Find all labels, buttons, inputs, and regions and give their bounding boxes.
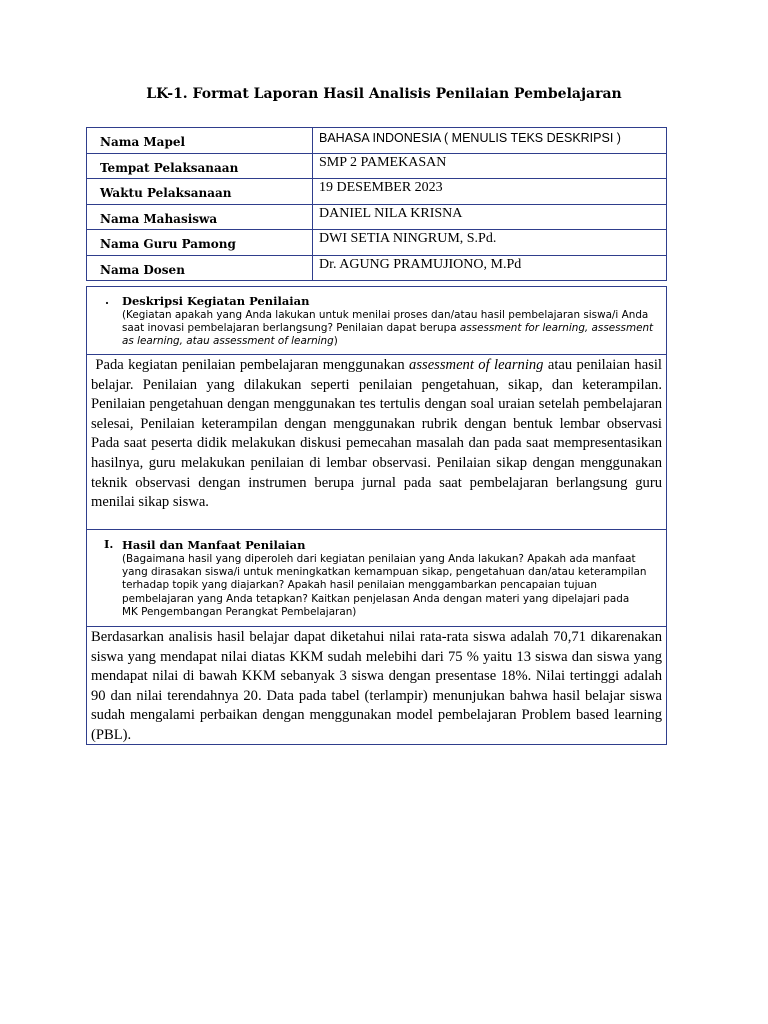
section-divider <box>87 626 666 627</box>
info-label: Nama Mapel <box>87 128 313 154</box>
info-label: Nama Mahasiswa <box>87 204 313 230</box>
info-row <box>87 230 667 256</box>
info-label: Nama Guru Pamong <box>87 230 313 256</box>
info-value: DANIEL NILA KRISNA <box>313 204 667 230</box>
info-row <box>87 204 667 230</box>
section-body: Berdasarkan analisis hasil belajar dapat diketahui nilai rata-rata siswa adalah 70,71 dikarenakan siswa yang mendapat nilai diatas KKM sudah melebihi dari 75 % yaitu 13 siswa dan siswa yang mendapat nilai di bawah KKM sebanyak 3 siswa dengan presentase 18%. Nilai tertinggi adalah 90 dan nilai terendahnya 20. Data pada tabel (terlampir) menunjukan bahwa hasil belajar siswa sudah mengalami perbaikan dengan menggunakan model pembelajaran Problem based learning (PBL). <box>91 629 662 743</box>
section-marker: . <box>105 293 110 307</box>
body-text: Pada kegiatan penilaian pembelajaran menggunakan <box>95 357 410 373</box>
info-value: DWI SETIA NINGRUM, S.Pd. <box>313 230 667 256</box>
section-prompt: (Bagaimana hasil yang diperoleh dari kegiatan penilaian yang Anda lakukan? Apakah ada manfaat yang dirasakan siswa/i untuk meningkatkan kemampuan sikap, pengetahuan dan/atau keterampilan terhadap topik yang diajarkan? Apakah hasil penilaian menggambarkan pencapaian tujuan pembelajaran yang Anda tetapkan? Kaitkan penjelasan Anda dengan materi yang dipelajari pada MK Pengembangan Perangkat Pembelajaran) <box>122 553 647 618</box>
prompt-end: ) <box>333 335 338 348</box>
prompt-italic-text: assessment for learning, assessment as learning, atau assessment of learning <box>122 322 654 348</box>
info-row <box>87 153 667 179</box>
info-value: 19 DESEMBER 2023 <box>313 179 667 205</box>
section-body <box>91 356 662 513</box>
section-prompt <box>122 309 662 349</box>
info-value: BAHASA INDONESIA ( MENULIS TEKS DESKRIPSI ) <box>313 128 667 154</box>
prompt-text: (Kegiatan apakah yang Anda lakukan untuk menilai proses dan/atau hasil pembelajaran siswa/i Anda saat inovasi pembelajaran berlangsung? Penilaian dapat berupa <box>122 309 649 335</box>
info-label: Waktu Pelaksanaan <box>87 179 313 205</box>
info-label: Nama Dosen <box>87 255 313 281</box>
section-divider <box>87 354 666 355</box>
section-results <box>86 529 667 745</box>
section-marker: I. <box>104 537 114 551</box>
info-value: SMP 2 PAMEKASAN <box>313 153 667 179</box>
info-row <box>87 255 667 281</box>
section-title: Hasil dan Manfaat Penilaian <box>122 538 306 552</box>
info-table <box>86 127 667 281</box>
body-italic-text: assessment of learning <box>409 357 544 373</box>
section-description <box>86 286 667 530</box>
info-value: Dr. AGUNG PRAMUJIONO, M.Pd <box>313 255 667 281</box>
body-text-rest: atau penilaian hasil belajar. Penilaian yang dilakukan seperti penilaian pengetahuan, sikap, dan keterampilan. Penilaian pengetahuan dengan menggunakan tes tertulis dengan soal uraian setelah pembelajaran selesai, Penilaian keterampilan dengan menggunakan rubrik dengan bentuk lembar observasi Pada saat peserta didik melakukan diskusi pemecahan masalah dan pada saat mempresentasikan hasilnya, guru melakukan penilaian di lembar observasi. Penilaian sikap dengan menggunakan teknik observasi dengan instrumen berupa jurnal pada saat pembelajaran berlangsung guru menilai sikap siswa. <box>91 357 662 511</box>
info-row <box>87 128 667 154</box>
info-row <box>87 179 667 205</box>
section-title: Deskripsi Kegiatan Penilaian <box>122 294 310 308</box>
info-label: Tempat Pelaksanaan <box>87 153 313 179</box>
page-title: LK-1. Format Laporan Hasil Analisis Penilaian Pembelajaran <box>146 86 622 102</box>
